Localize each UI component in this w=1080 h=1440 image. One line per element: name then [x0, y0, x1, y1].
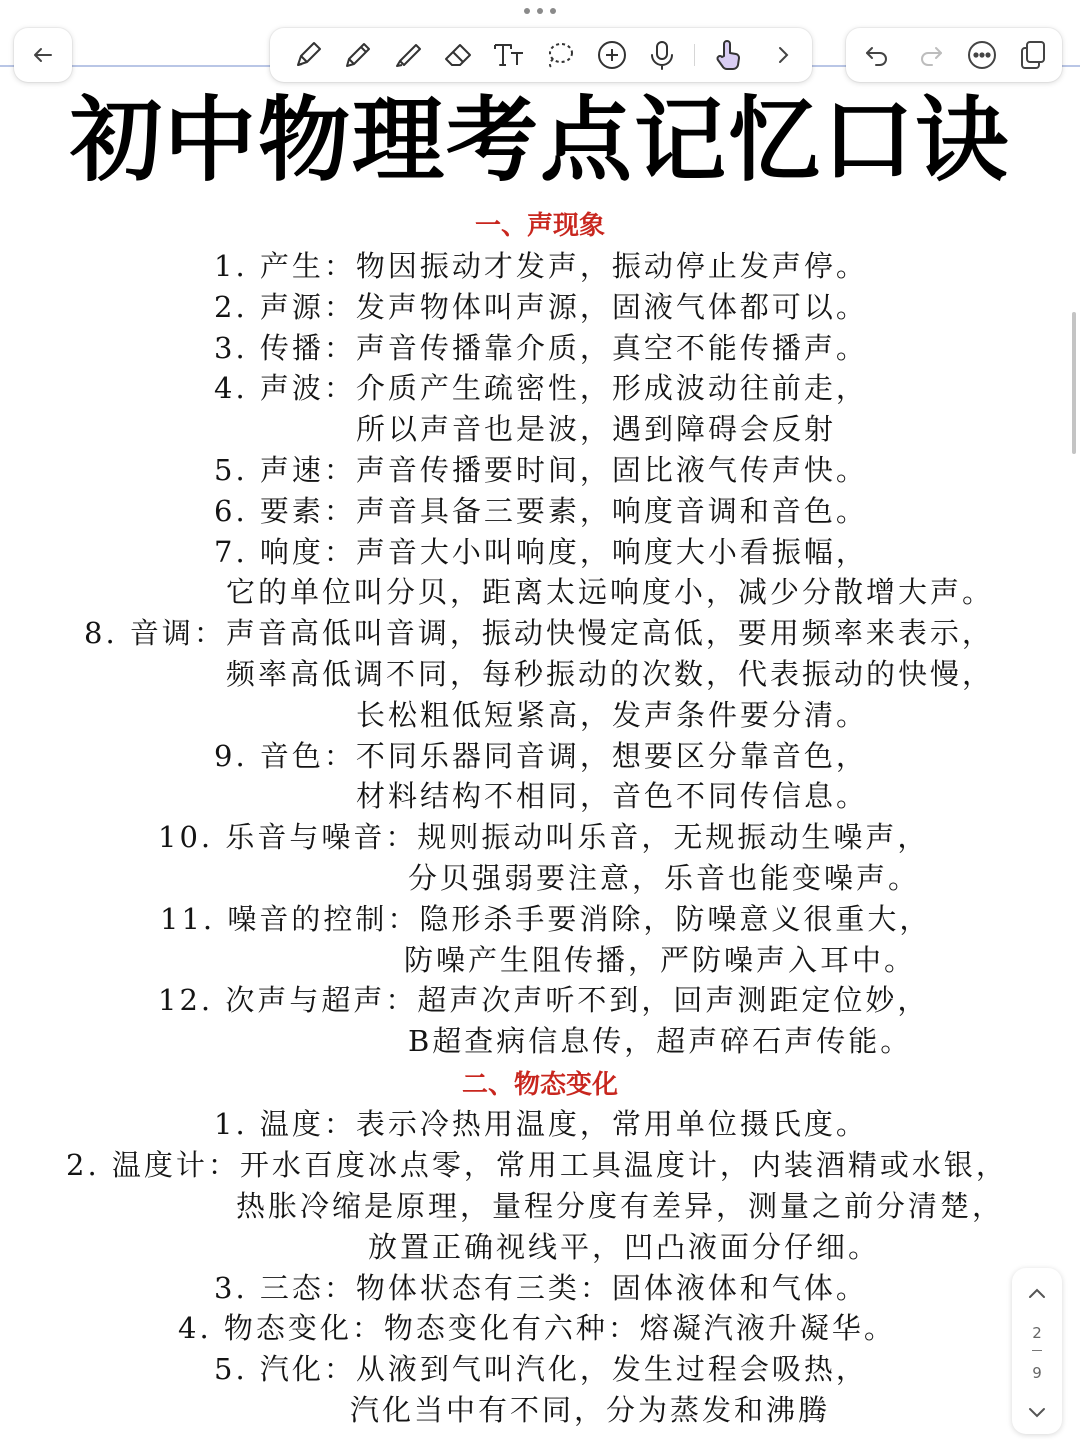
- back-button[interactable]: [14, 28, 72, 82]
- add-icon[interactable]: [596, 39, 628, 71]
- page-top-guide: [1062, 65, 1080, 67]
- section-heading: 一、声现象: [474, 211, 605, 241]
- scrollbar-thumb[interactable]: [1072, 312, 1076, 454]
- history-toolbar: [846, 28, 1062, 82]
- window-drag-handle[interactable]: [524, 8, 556, 18]
- page-title: 初中物理考点记忆口诀: [69, 87, 1010, 194]
- pen-icon[interactable]: [292, 39, 324, 71]
- section-heading: 二、物态变化: [461, 1070, 618, 1100]
- note-line: 防噪产生阻传播，严防噪声入耳中。: [404, 943, 917, 977]
- pencil-icon[interactable]: [342, 39, 374, 71]
- note-line: 8. 音调：声音高低叫音调，振动快慢定高低，要用频率来表示，: [84, 616, 994, 650]
- pages-icon[interactable]: [1018, 39, 1048, 71]
- note-line: 它的单位叫分贝，距离太远响度小，减少分散增大声。: [226, 575, 995, 609]
- more-icon[interactable]: [966, 39, 998, 71]
- eraser-icon[interactable]: [442, 39, 474, 71]
- back-arrow-icon: [31, 43, 55, 67]
- highlighter-icon[interactable]: [392, 39, 424, 71]
- note-line: 汽化当中有不同，分为蒸发和沸腾: [350, 1393, 831, 1427]
- drawing-toolbar: [270, 28, 812, 82]
- current-page-number: 2: [1032, 1324, 1042, 1342]
- note-line: 9. 音色：不同乐器同音调，想要区分靠音色，: [214, 739, 868, 773]
- page-separator: [1032, 1350, 1042, 1351]
- note-line: 放置正确视线平，凹凸液面分仔细。: [368, 1230, 881, 1264]
- note-line: B超查病信息传，超声碎石声传能。: [408, 1024, 913, 1058]
- note-line: 7. 响度：声音大小叫响度，响度大小看振幅，: [214, 535, 868, 569]
- note-line: 2. 声源：发声物体叫声源，固液气体都可以。: [214, 290, 868, 324]
- page-navigator: [1012, 1268, 1062, 1434]
- text-tool-icon[interactable]: [492, 39, 526, 71]
- microphone-icon[interactable]: [646, 39, 678, 71]
- note-line: 4. 声波：介质产生疏密性，形成波动往前走，: [214, 371, 868, 405]
- note-line: 热胀冷缩是原理，量程分度有差异，测量之前分清楚，: [236, 1189, 1005, 1223]
- note-line: 5. 汽化：从液到气叫汽化，发生过程会吸热，: [214, 1352, 868, 1386]
- note-line: 1. 产生：物因振动才发声，振动停止发声停。: [214, 249, 868, 283]
- note-line: 材料结构不相同，音色不同传信息。: [356, 779, 869, 813]
- touch-hand-icon[interactable]: [712, 38, 744, 72]
- page-top-guide: [812, 65, 846, 67]
- lasso-icon[interactable]: [544, 39, 576, 71]
- note-line: 2. 温度计：开水百度冰点零，常用工具温度计，内装酒精或水银，: [66, 1148, 1008, 1182]
- note-line: 所以声音也是波，遇到障碍会反射: [356, 412, 837, 446]
- note-line: 1. 温度：表示冷热用温度，常用单位摄氏度。: [214, 1107, 868, 1141]
- note-line: 3. 三态：物体状态有三类：固体液体和气体。: [214, 1271, 868, 1305]
- note-line: 频率高低调不同，每秒振动的次数，代表振动的快慢，: [226, 657, 995, 691]
- chevron-up-icon[interactable]: [1027, 1284, 1047, 1304]
- note-line: 5. 声速：声音传播要时间，固比液气传声快。: [214, 453, 868, 487]
- chevron-down-icon[interactable]: [1027, 1402, 1047, 1422]
- redo-icon[interactable]: [918, 42, 944, 68]
- note-line: 4. 物态变化：物态变化有六种：熔凝汽液升凝华。: [178, 1311, 896, 1345]
- chevron-right-icon[interactable]: [772, 44, 794, 66]
- note-line: 3. 传播：声音传播靠介质，真空不能传播声。: [214, 331, 868, 365]
- note-line: 6. 要素：声音具备三要素，响度音调和音色。: [214, 494, 868, 528]
- note-line: 11. 噪音的控制：隐形杀手要消除，防噪意义很重大，: [160, 902, 932, 936]
- undo-icon[interactable]: [864, 42, 890, 68]
- note-line: 长松粗低短紧高，发声条件要分清。: [356, 698, 869, 732]
- note-line: 12. 次声与超声：超声次声听不到，回声测距定位妙，: [158, 983, 930, 1017]
- total-page-count: 9: [1032, 1364, 1042, 1382]
- note-line: 10. 乐音与噪音：规则振动叫乐音，无规振动生噪声，: [158, 820, 930, 854]
- note-line: 分贝强弱要注意，乐音也能变噪声。: [408, 861, 921, 895]
- toolbar-divider: [694, 44, 695, 66]
